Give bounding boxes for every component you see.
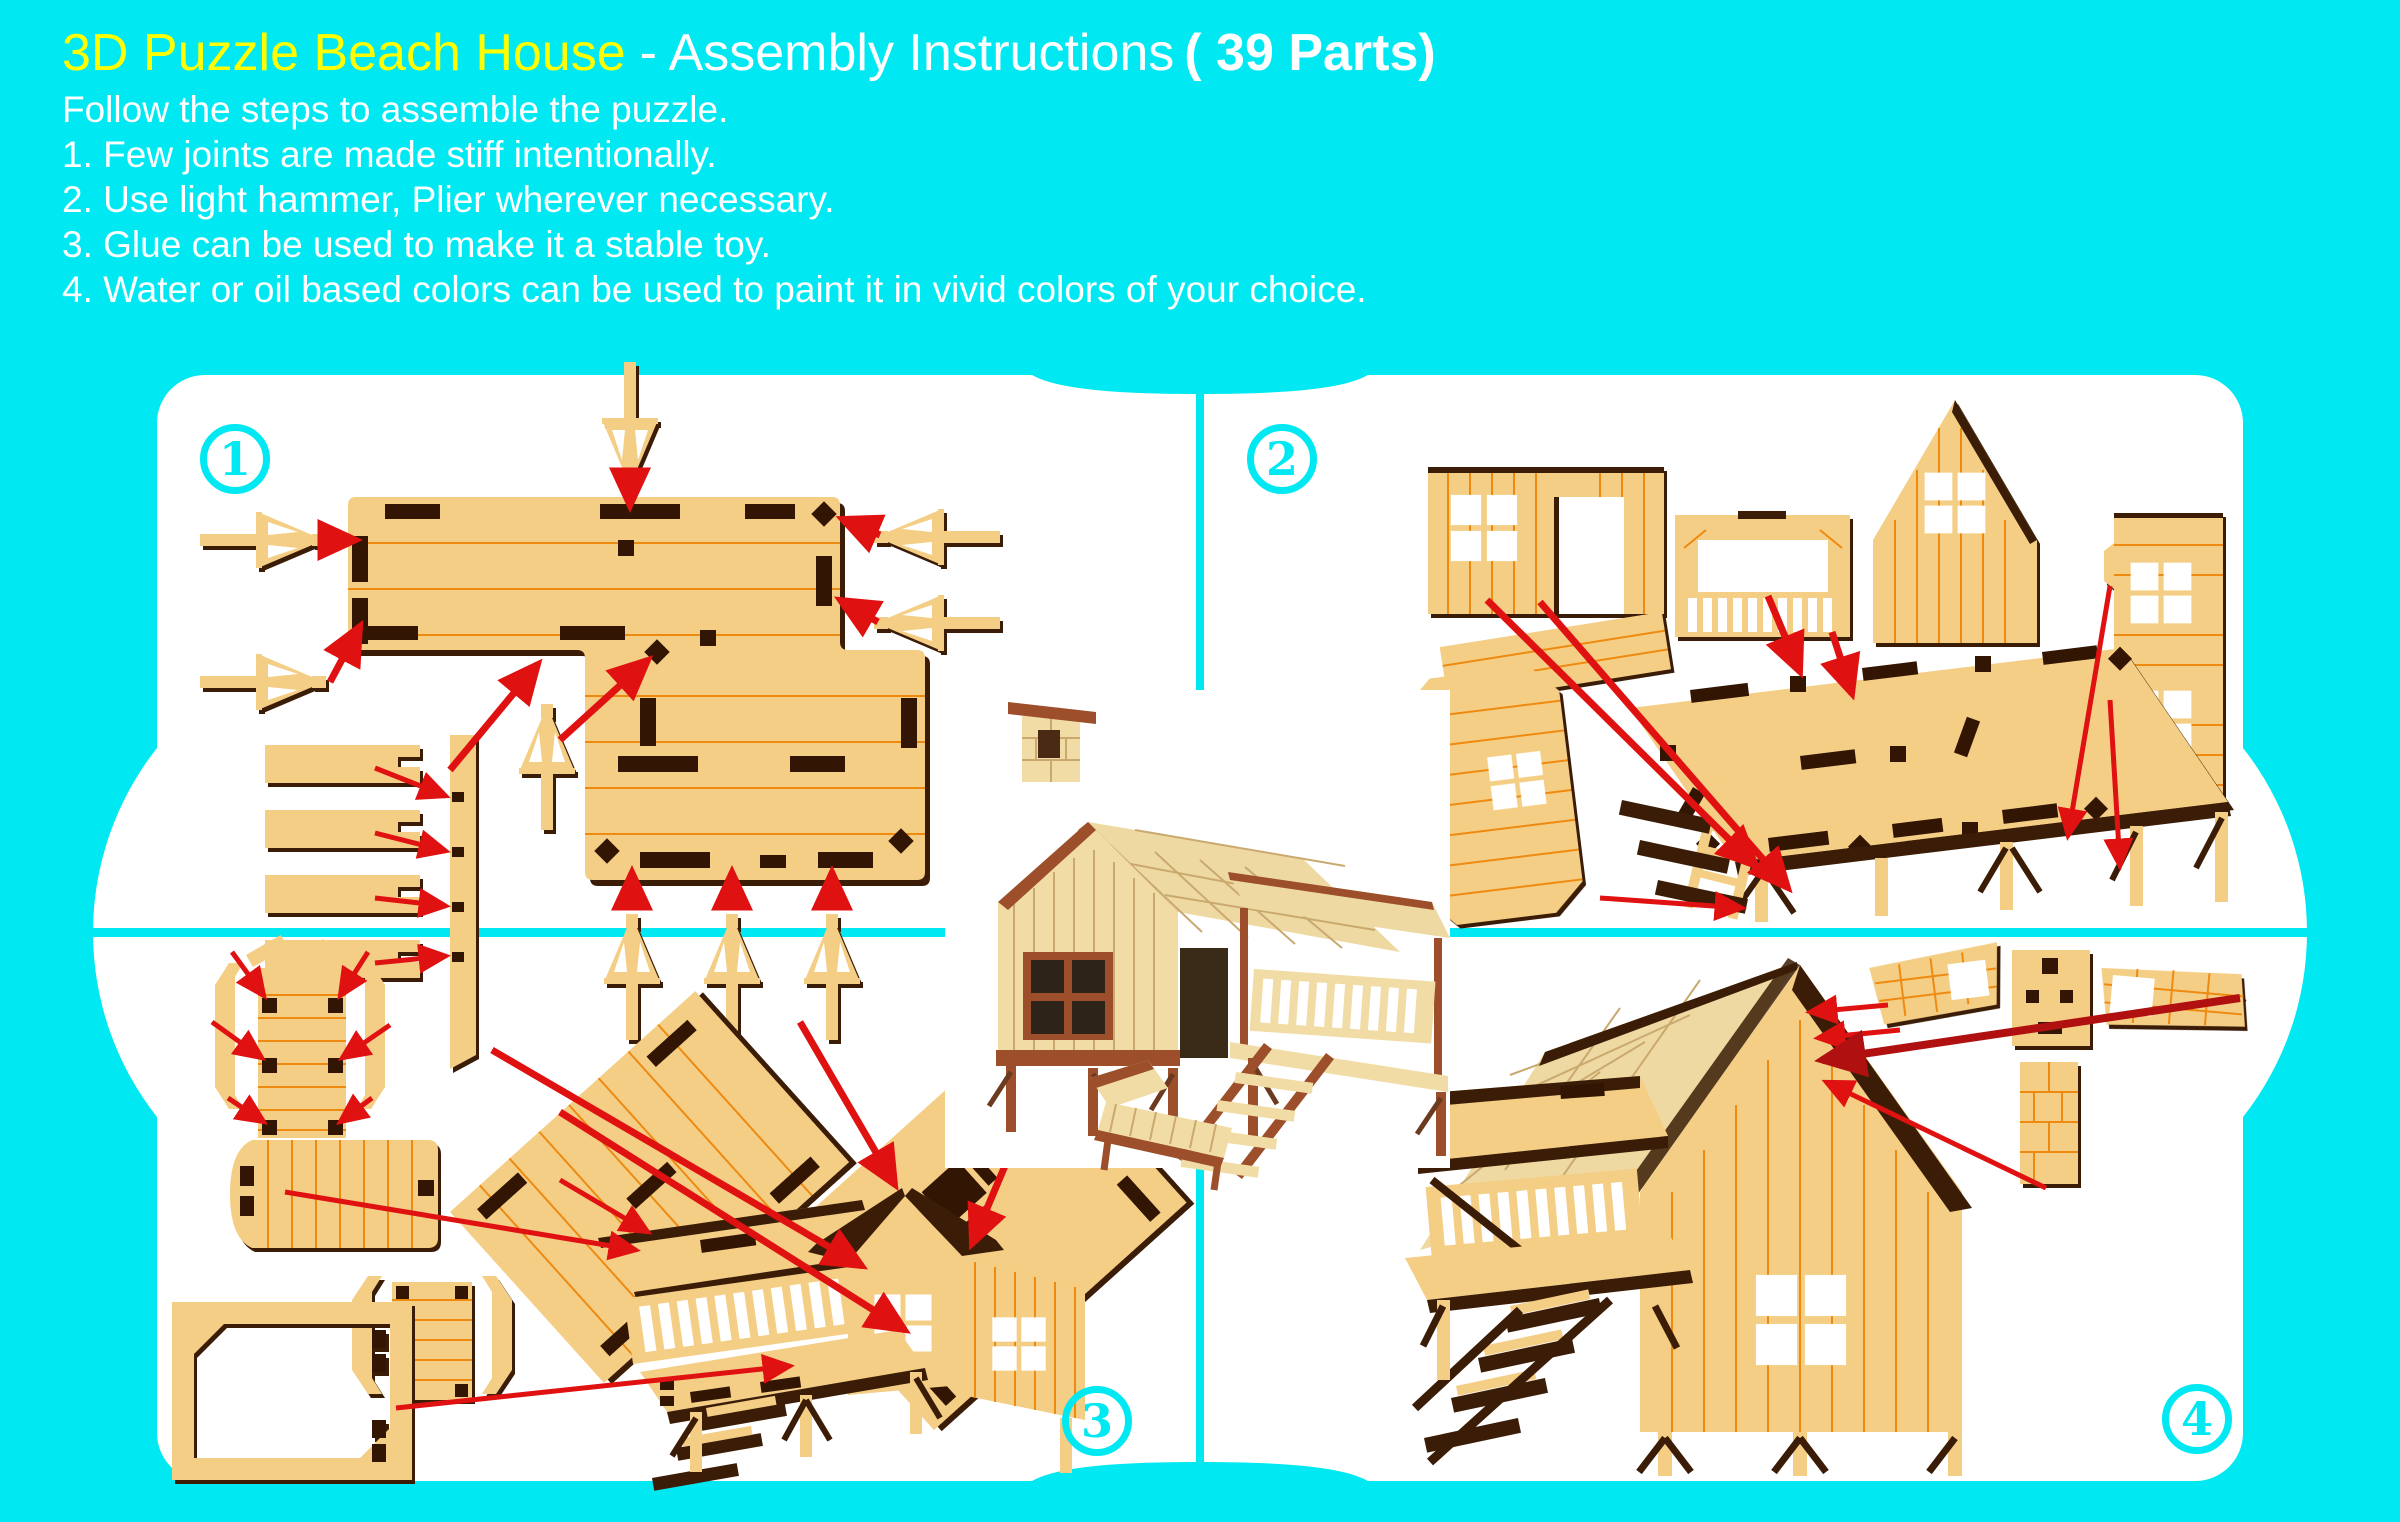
step-3-number: 3: [1080, 1394, 1113, 1448]
title-product: 3D Puzzle Beach House: [62, 24, 626, 82]
step-2-number: 2: [1265, 432, 1298, 486]
finished-model-photo: [945, 690, 1450, 1190]
step-2-badge: [1247, 424, 1317, 494]
step-4-number: 4: [2180, 1392, 2213, 1446]
step-4-badge: [2162, 1384, 2232, 1454]
instructions-intro: Follow the steps to assemble the puzzle.: [62, 88, 729, 130]
instructions-list: [62, 87, 1436, 312]
instruction-item-3: 3. Glue can be used to make it a stable toy.: [62, 223, 771, 265]
step-1-number: 1: [218, 432, 251, 486]
instruction-item-2: 2. Use light hammer, Plier wherever necessary.: [62, 178, 835, 220]
step-1-badge: [200, 424, 270, 494]
page-title: [62, 26, 1436, 81]
instruction-item-1: 1. Few joints are made stiff intentionally.: [62, 133, 717, 175]
header: [62, 26, 1436, 312]
title-subtitle: - Assembly Instructions: [639, 24, 1175, 82]
title-parts-count: ( 39 Parts): [1184, 24, 1436, 82]
instruction-item-4: 4. Water or oil based colors can be used to paint it in vivid colors of your choice.: [62, 268, 1367, 310]
step-3-badge: [1062, 1386, 1132, 1456]
